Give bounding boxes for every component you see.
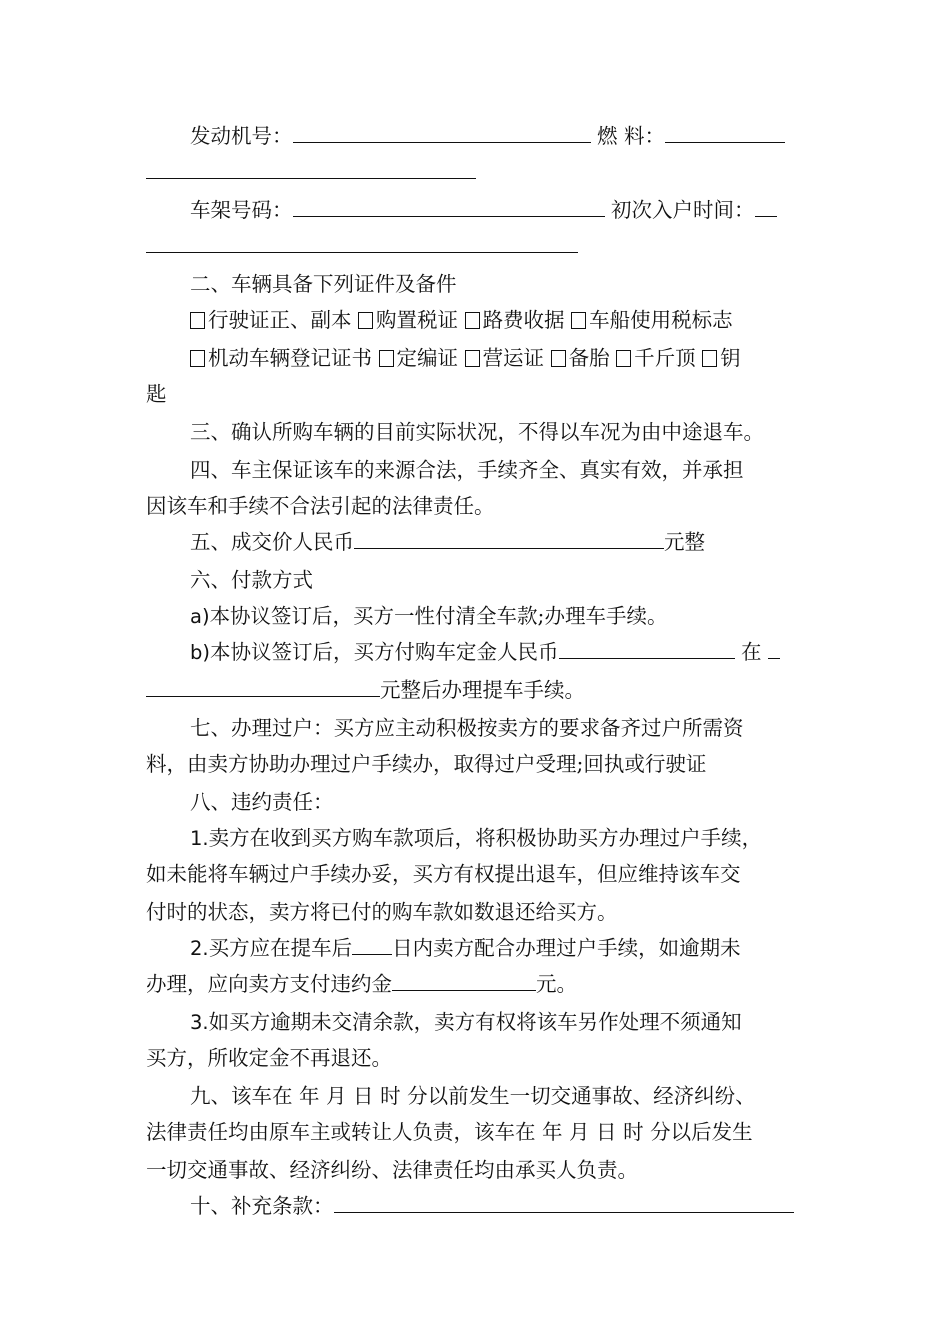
days-blank: [352, 934, 392, 955]
penalty-blank: [392, 970, 536, 991]
section2-items-row3: 匙: [146, 382, 167, 406]
item-a-marker: a): [190, 605, 210, 628]
deposit-blank: [559, 638, 735, 659]
item2-line2-suffix: 元。: [536, 972, 577, 996]
section7-line2: 料，由卖方协助办理过户手续办，取得过户受理;回执或行驶证: [146, 752, 707, 776]
section2-items-row1: [190, 306, 733, 334]
item-jack: 千斤顶: [634, 346, 696, 370]
section7-line1: 七、办理过户：买方应主动积极按卖方的要求备齐过户所需资: [190, 716, 744, 740]
section6-item-b-cont: [146, 676, 585, 704]
item2-text-b: 日内卖方配合办理过户手续，如逾期未: [392, 936, 741, 960]
item2-line2-text: 办理，应向卖方支付违约金: [146, 972, 392, 996]
section8-item1-line1: [190, 824, 762, 852]
checkbox[interactable]: [465, 350, 480, 367]
section9-line2: 法律责任均由原车主或转让人负责，该车在 年 月 日 时 分以后发生: [146, 1120, 753, 1144]
section6-heading: 六、付款方式: [190, 568, 313, 592]
price-blank: [354, 528, 664, 549]
frame-number-label: 车架号码：: [190, 198, 293, 222]
price-suffix: 元整: [664, 530, 705, 554]
checkbox[interactable]: [190, 350, 205, 367]
item-spare-tire: 备胎: [568, 346, 610, 370]
section9-line1: 九、该车在 年 月 日 时 分以前发生一切交通事故、经济纠纷、: [190, 1084, 756, 1108]
first-registration-blank-continued: [146, 232, 578, 253]
item-purchase-tax: 购置税证: [376, 308, 459, 332]
checkbox[interactable]: [551, 350, 566, 367]
frame-number-blank: [293, 196, 605, 217]
checkbox[interactable]: [379, 350, 394, 367]
item-toll-receipt: 路费收据: [482, 308, 565, 332]
section6-item-a: [190, 602, 667, 630]
fuel-label: 燃 料：: [597, 124, 666, 148]
item3-text: 如买方逾期未交清余款，卖方有权将该车另作处理不须通知: [208, 1010, 742, 1034]
item-b-text: 本协议签订后，买方付购车定金人民币: [210, 640, 559, 664]
section10-line: [190, 1192, 794, 1220]
item-registration-cert: 机动车辆登记证书: [208, 346, 372, 370]
item1-text: 卖方在收到买方购车款项后，将积极协助买方办理过户手续，: [208, 826, 763, 850]
item2-number: 2.: [190, 937, 209, 960]
section8-item1-line3: 付时的状态，卖方将已付的购车款如数退还给买方。: [146, 900, 618, 924]
item2-text-a: 买方应在提车后: [208, 936, 353, 960]
checkbox[interactable]: [571, 312, 586, 329]
item-b-end: 元整后办理提车手续。: [380, 678, 585, 702]
engine-number-blank: [293, 122, 591, 143]
deposit-amount-blank-continued: [146, 676, 380, 697]
supplementary-blank: [334, 1192, 794, 1213]
section8-heading: 八、违约责任：: [190, 790, 334, 814]
section8-item3-line2: 买方，所收定金不再退还。: [146, 1046, 392, 1070]
section8-item2-line1: [190, 934, 741, 962]
item3-number: 3.: [190, 1011, 209, 1034]
frame-reg-line: [190, 196, 777, 224]
section6-item-b: [190, 638, 780, 666]
item-operation-cert: 营运证: [482, 346, 545, 370]
supplementary-label: 十、补充条款：: [190, 1194, 334, 1218]
checkbox[interactable]: [358, 312, 373, 329]
section9-line3: 一切交通事故、经济纠纷、法律责任均由承买人负责。: [146, 1158, 638, 1182]
section4-line2: 因该车和手续不合法引起的法律责任。: [146, 494, 495, 518]
checkbox[interactable]: [190, 312, 205, 329]
section8-item1-line2: 如未能将车辆过户手续办妥，买方有权提出退车，但应维持该车交: [146, 862, 741, 886]
fuel-blank-continued: [146, 158, 476, 179]
section8-item3-line1: [190, 1008, 742, 1036]
section5-line: [190, 528, 705, 556]
price-label: 五、成交价人民币: [190, 530, 354, 554]
item-b-mid: 在: [741, 640, 762, 664]
engine-number-label: 发动机号：: [190, 124, 293, 148]
section3: 三、确认所购车辆的目前实际状况，不得以车况为由中途退车。: [190, 420, 764, 444]
section2-items-row2: [190, 344, 741, 372]
checkbox[interactable]: [616, 350, 631, 367]
item-license: 行驶证正、副本: [208, 308, 352, 332]
item1-number: 1.: [190, 827, 209, 850]
section2-heading: 二、车辆具备下列证件及备件: [190, 272, 457, 296]
section8-item2-line2: [146, 970, 577, 998]
item-vessel-tax: 车船使用税标志: [589, 308, 733, 332]
item-b-marker: b): [190, 641, 210, 664]
fuel-continuation-line: [146, 158, 476, 186]
checkbox[interactable]: [465, 312, 480, 329]
item-a-text: 本协议签订后，买方一性付清全车款;办理车手续。: [209, 604, 668, 628]
item-capacity-cert: 定编证: [396, 346, 459, 370]
reg-continuation-line: [146, 232, 578, 260]
checkbox[interactable]: [702, 350, 717, 367]
first-registration-blank: [755, 196, 777, 217]
fuel-blank: [665, 122, 785, 143]
engine-fuel-line: [190, 122, 785, 150]
item-key: 钥: [720, 346, 741, 370]
first-registration-label: 初次入户时间：: [611, 198, 755, 222]
deposit-amount-blank: [768, 638, 780, 659]
section4-line1: 四、车主保证该车的来源合法，手续齐全、真实有效，并承担: [190, 458, 744, 482]
